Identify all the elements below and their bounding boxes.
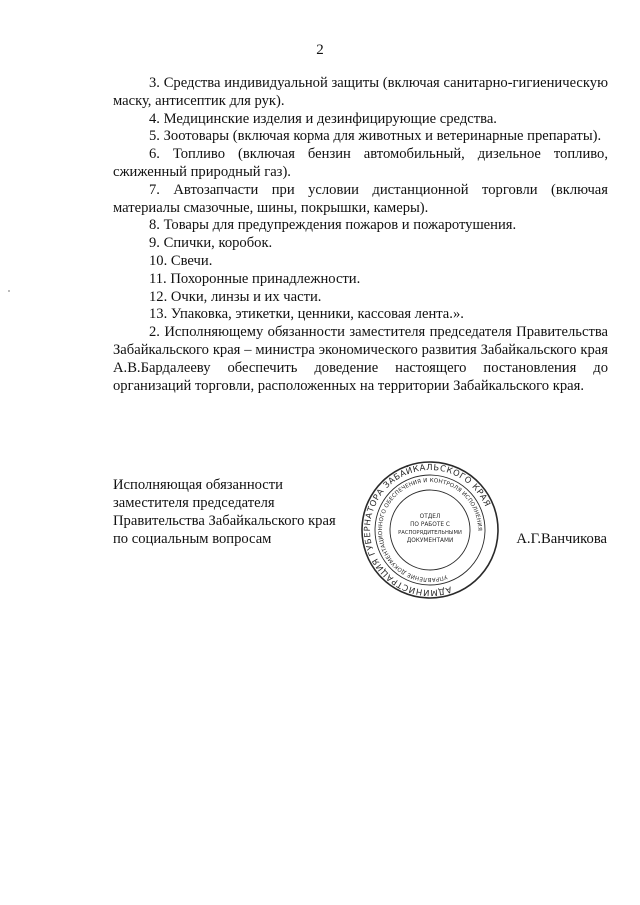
list-item-7: 7. Автозапчасти при условии дистанционной торговли (включая материалы смазочные, шины, покрышки, камеры). bbox=[113, 181, 608, 216]
list-item-5: 5. Зоотовары (включая корма для животных и ветеринарные препараты). bbox=[149, 128, 602, 145]
seal-inner-text: УПРАВЛЕНИЕ ДОКУМЕНТАЦИОННОГО ОБЕСПЕЧЕНИЯ И КОНТРОЛЯ ИСПОЛНЕНИЯ bbox=[377, 477, 483, 583]
page-number: 2 bbox=[316, 42, 324, 58]
seal-outer-text: АДМИНИСТРАЦИЯ ГУБЕРНАТОРА ЗАБАЙКАЛЬСКОГО КРАЯ bbox=[361, 461, 493, 599]
seal-center-line: ОТДЕЛ bbox=[419, 514, 441, 520]
list-item-10: 10. Свечи. bbox=[149, 252, 213, 269]
signatory-title bbox=[113, 476, 353, 548]
list-item-4: 4. Медицинские изделия и дезинфицирующие средства. bbox=[149, 110, 497, 127]
signatory-title-line: по социальным вопросам bbox=[113, 531, 272, 547]
clause-2: 2. Исполняющему обязанности заместителя председателя Правительства Забайкальского края – министра экономического развития Забайкальского края А.В.Бардалееву обеспечить доведение настоящего постановления до организаций торговли, расположенных на территории Забайкальского края. bbox=[113, 324, 608, 394]
seal-center-line: ДОКУМЕНТАМИ bbox=[406, 538, 454, 544]
official-seal-stamp bbox=[360, 460, 500, 600]
list-item-12: 12. Очки, линзы и их части. bbox=[149, 288, 322, 305]
list-item-8: 8. Товары для предупреждения пожаров и пожаротушения. bbox=[149, 217, 517, 234]
signatory-title-line: Исполняющая обязанности bbox=[113, 477, 283, 493]
signatory-name: А.Г.Ванчикова bbox=[516, 531, 607, 547]
list-item-6: 6. Топливо (включая бензин автомобильный, дизельное топливо, сжиженный природный газ). bbox=[113, 146, 608, 180]
list-item-11: 11. Похоронные принадлежности. bbox=[149, 270, 361, 287]
signatory-title-line: Правительства Забайкальского края bbox=[113, 513, 336, 529]
signatory-title-line: заместителя председателя bbox=[113, 495, 275, 511]
list-item-13: 13. Упаковка, этикетки, ценники, кассовая лента.». bbox=[149, 306, 464, 323]
seal-center-line: РАСПОРЯДИТЕЛЬНЫМИ bbox=[398, 530, 462, 536]
margin-speck bbox=[8, 290, 10, 292]
list-item-3: 3. Средства индивидуальной защиты (включая санитарно-гигиеническую маску, антисептик для рук). bbox=[113, 75, 608, 109]
document-body bbox=[113, 75, 608, 395]
seal-center-line: ПО РАБОТЕ С bbox=[410, 522, 450, 528]
list-item-9: 9. Спички, коробок. bbox=[149, 235, 273, 252]
